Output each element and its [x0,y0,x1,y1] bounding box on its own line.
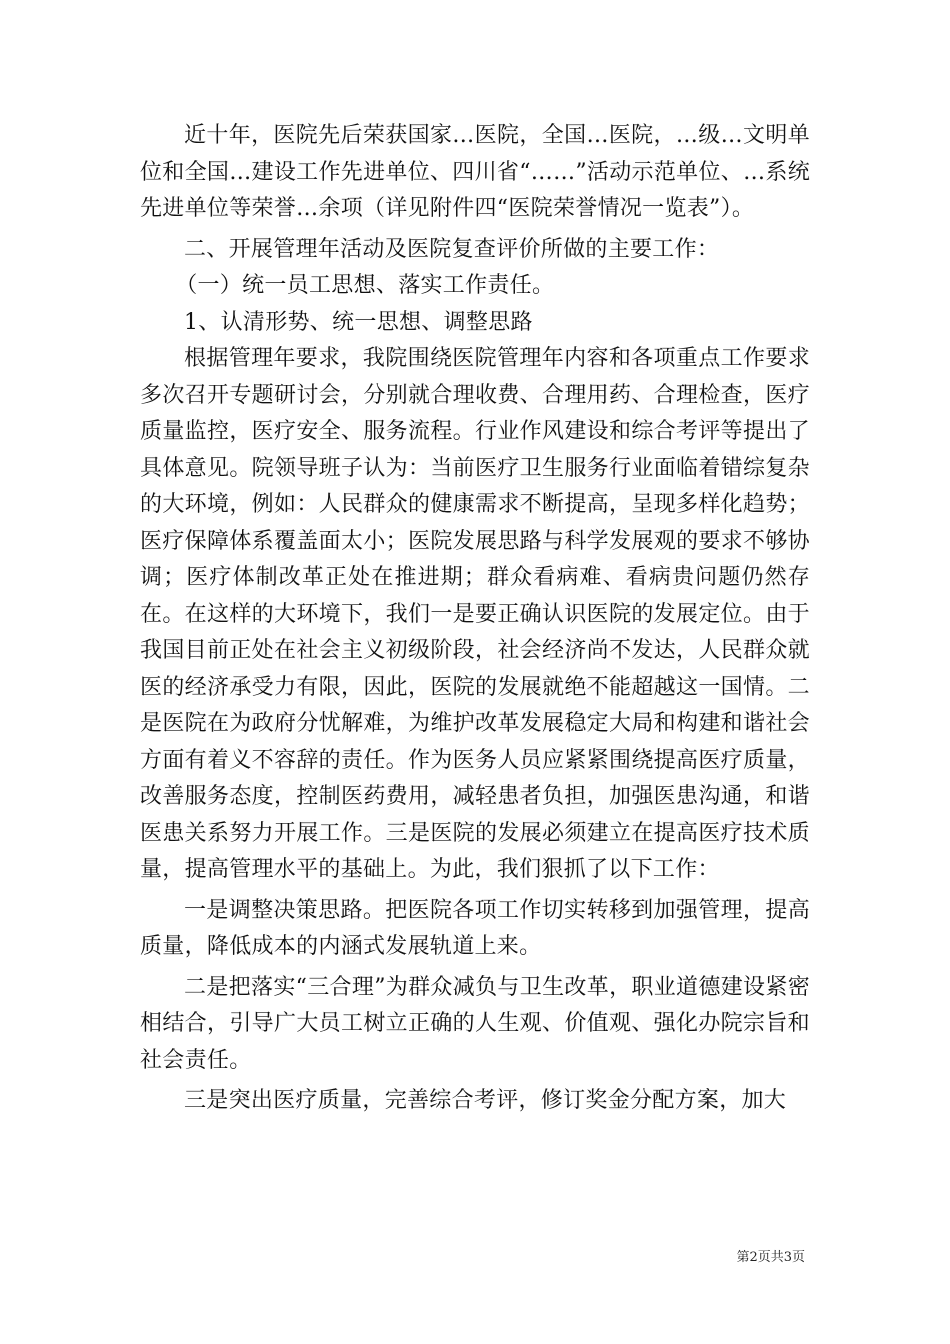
paragraph-point-two: 二是把落实“三合理”为群众减负与卫生改革，职业道德建设紧密相结合，引导广大员工树立正确的人生观、价值观、强化办院宗旨和社会责任。 [140,974,810,1073]
subsection-heading-1: （一）统一员工思想、落实工作责任。 [175,273,555,298]
paragraph-main-analysis: 根据管理年要求，我院围绕医院管理年内容和各项重点工作要求多次召开专题研讨会，分别就合理收费、合理用药、合理检查，医疗质量监控，医疗安全、服务流程。行业作风建设和综合考评等提出了具体意见。院领导班子认为：当前医疗卫生服务行业面临着错综复杂的大环境，例如：人民群众的健康需求不断提高，呈现多样化趋势；医疗保障体系覆盖面太小；医院发展思路与科学发展观的要求不够协调；医疗体制改革正处在推进期；群众看病难、看病贵问题仍然存在。在这样的大环境下，我们一是要正确认识医院的发展定位。由于我国目前正处在社会主义初级阶段，社会经济尚不发达，人民群众就医的经济承受力有限，因此，医院的发展就绝不能超越这一国情。二是医院在为政府分忧解难，为维护改革发展稳定大局和构建和谐社会方面有着义不容辞的责任。作为医务人员应紧紧围绕提高医疗质量，改善服务态度，控制医药费用，减轻患者负担，加强医患沟通，和谐医患关系努力开展工作。三是医院的发展必须建立在提高医疗技术质量，提高管理水平的基础上。为此，我们狠抓了以下工作： [140,346,810,882]
document-body [140,118,810,1120]
paragraph-point-one: 一是调整决策思路。把医院各项工作切实转移到加强管理，提高质量，降低成本的内涵式发展轨道上来。 [140,897,810,959]
section-heading-2: 二、开展管理年活动及医院复查评价所做的主要工作： [184,236,720,262]
page-number: 第2页共3页 [736,1250,805,1265]
paragraph-honors: 近十年，医院先后荣获国家…医院，全国…医院，…级…文明单位和全国…建设工作先进单位、四川省“……”活动示范单位、…系统先进单位等荣誉…余项（详见附件四“医院荣誉情况一览表”）。 [140,123,810,221]
item-heading-1: 1、认清形势、统一思想、调整思路 [184,309,533,335]
paragraph-point-three: 三是突出医疗质量，完善综合考评，修订奖金分配方案，加大 [184,1088,787,1113]
